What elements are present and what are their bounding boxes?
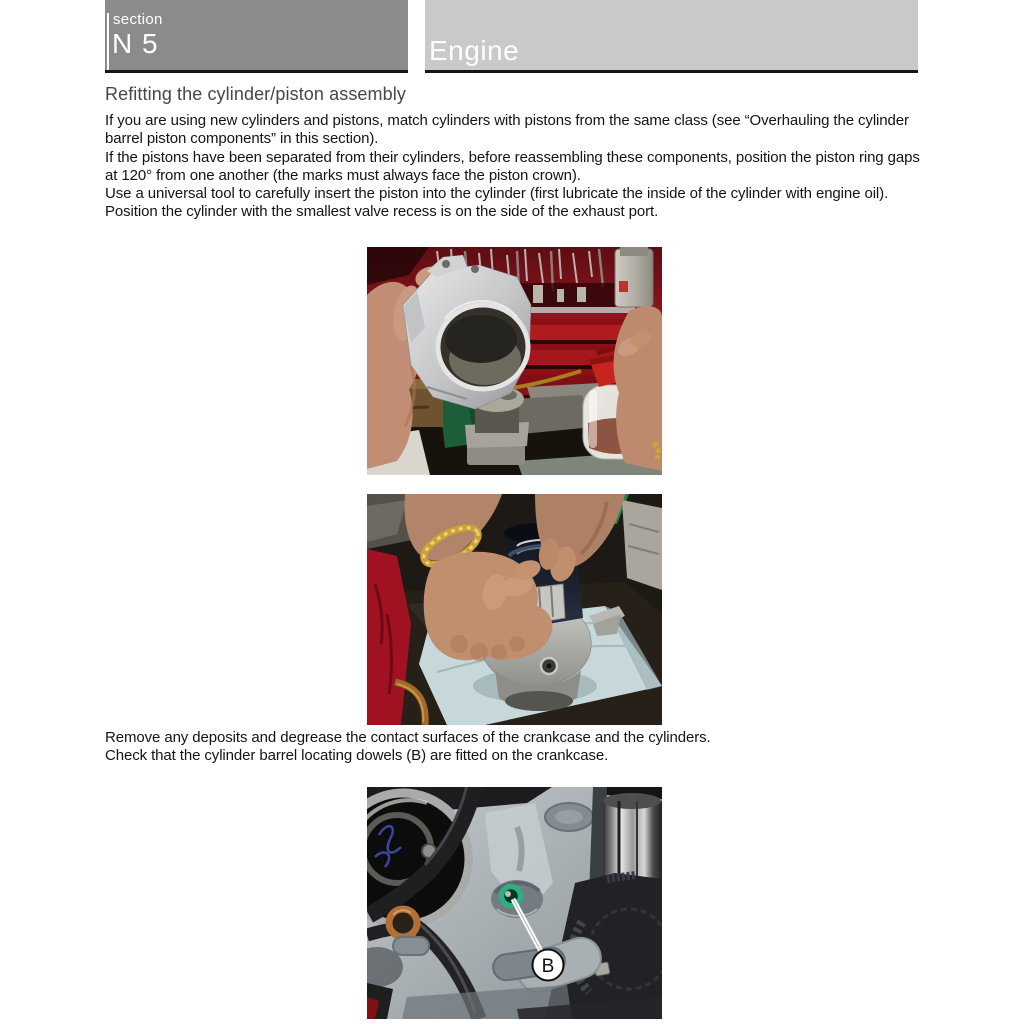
callout-b-label: B: [541, 956, 555, 977]
note-paragraphs: [105, 729, 975, 766]
intro-paragraphs: [105, 112, 975, 222]
header-accent-line: [107, 13, 109, 70]
text-line: Position the cylinder with the smallest valve recess is on the side of the exhaust port.: [105, 203, 659, 221]
recess-and-dowel: [491, 880, 543, 918]
figure-crankcase-dowel: [367, 787, 662, 1019]
page-title: Refitting the cylinder/piston assembly: [105, 84, 406, 104]
text-line: Use a universal tool to carefully insert the piston into the cylinder (first lubricate the inside of the cylinder with engine oil).: [105, 185, 889, 203]
text-line: If you are using new cylinders and pistons, match cylinders with pistons from the same class (see “Overhauling the cylinder: [105, 112, 909, 129]
text-line: Remove any deposits and degrease the contact surfaces of the crankcase and the cylinders.: [105, 729, 711, 746]
figure-inserting-piston: [367, 494, 662, 725]
right-hand: [614, 306, 662, 471]
text-line: If the pistons have been separated from their cylinders, before reassembling these components, position the piston ring gaps: [105, 148, 920, 166]
gray-case-right: [622, 500, 662, 590]
spray-canister: [615, 247, 653, 307]
header-chapter-box: [425, 0, 918, 73]
header-section-box: [105, 0, 408, 73]
text-line: barrel piston components” in this section).: [105, 130, 379, 148]
copper-bushing: [389, 909, 417, 937]
section-number: N 5: [112, 28, 159, 59]
section-label: section: [113, 11, 163, 28]
figure-oiling-cylinder-bore: [367, 247, 662, 475]
text-line: at 120° from one another (the marks must always face the piston crown).: [105, 166, 581, 184]
chapter-title: Engine: [429, 35, 520, 66]
text-line: Check that the cylinder barrel locating dowels (B) are fitted on the crankcase.: [105, 747, 609, 765]
